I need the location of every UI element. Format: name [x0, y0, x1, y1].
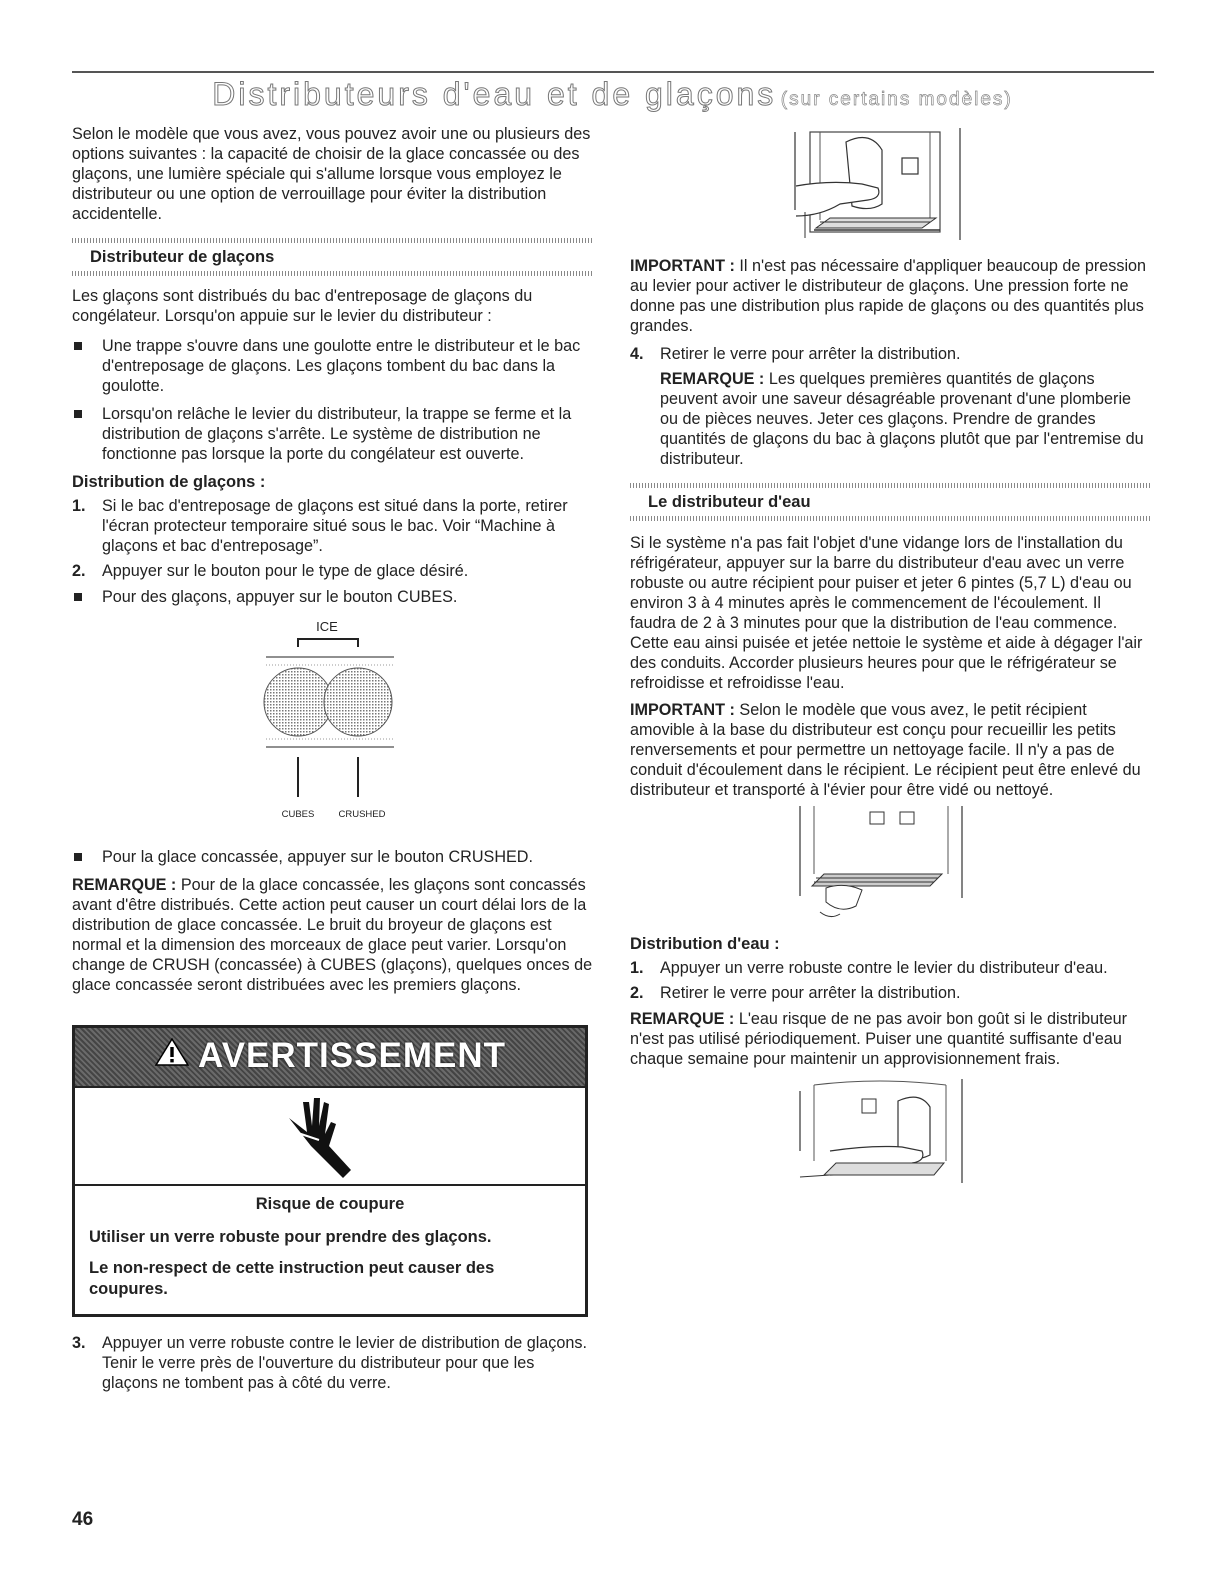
important-text: Il n'est pas nécessaire d'appliquer beaucoup de pression au levier pour activer le distributeur de glaçons. Une pression forte ne donne pas une distribution plus rapide de glaçons ou des quantités plus grandes. — [630, 257, 1147, 335]
important-text: Selon le modèle que vous avez, le petit récipient amovible à la base du distributeur est conçu pour recueillir les petits renversements et pour permettre un nettoyage facile. Il n'y a pas de conduit d'écoulement dans le récipient. Le récipient peut être enlevé du distributeur et transporté à l'évier pour être vidé ou nettoyé. — [630, 701, 1141, 799]
cubes-bullet-list — [72, 587, 594, 607]
ice-dispenser-heading: Distributeur de glaçons — [90, 248, 275, 266]
list-item: Pour la glace concassée, appuyer sur le bouton CRUSHED. — [72, 847, 594, 867]
water-tray-illustration — [630, 802, 1150, 928]
list-item — [630, 983, 1150, 1003]
ice-dispense-figure — [630, 120, 1150, 252]
title-sub: (sur certains modèles) — [780, 89, 1013, 110]
list-item — [72, 1333, 594, 1393]
ice-bullets — [72, 336, 594, 464]
warning-title-text: AVERTISSEMENT — [198, 1036, 506, 1075]
divider — [630, 516, 1150, 521]
step-text: Retirer le verre pour arrêter la distribution. — [660, 345, 961, 363]
water-steps — [630, 958, 1150, 1003]
ice-dispensing-heading: Distribution de glaçons : — [72, 473, 266, 491]
ice-steps — [72, 496, 594, 581]
cubes-button-graphic — [264, 668, 332, 736]
water-dispensing-heading: Distribution d'eau : — [630, 935, 780, 953]
step-text: Si le bac d'entreposage de glaçons est situé dans la porte, retirer l'écran protecteur temporaire situé sous le bac. Voir “Machine à glaçons et bac d'entreposage”. — [102, 497, 568, 555]
warning-banner — [75, 1028, 585, 1086]
step-4-list — [630, 344, 1150, 364]
step-text: Appuyer un verre robuste contre le levier de distribution de glaçons. Tenir le verre près de l'ouverture du distributeur pour que les glaçons ne tombent pas à côté du verre. — [102, 1334, 588, 1392]
left-column — [72, 124, 594, 1002]
step-3-list — [72, 1333, 594, 1393]
important-label: IMPORTANT : — [630, 257, 735, 275]
step-number: 2. — [630, 984, 644, 1002]
warning-line-1: Utiliser un verre robuste pour prendre des glaçons. — [89, 1228, 492, 1246]
water-dispenser-heading: Le distributeur d'eau — [648, 493, 811, 511]
cut-hand-icon — [281, 1092, 361, 1182]
water-body: Si le système n'a pas fait l'objet d'une vidange lors de l'installation du réfrigérateur, appuyer sur la barre du distributeur d'eau avec un verre robuste ou autre récipient pour puiser et jeter 6 pintes (5,7 L) d'eau ou environ 3 à 4 minutes après le commencement de l'écoulement. Il faudra de 2 à 3 minutes pour que la distribution de l'eau commence. Cette eau ainsi puisée et jetée nettoie le système et aide à dégager l'air des conduits. Accorder plusieurs heures pour que le réfrigérateur se refroidisse et refroidisse l'eau. — [630, 534, 1143, 692]
warning-title — [75, 1036, 585, 1076]
list-item: Une trappe s'ouvre dans une goulotte entre le distributeur et le bac d'entreposage de glaçons. Les glaçons tombent du bac dans la goulotte. — [72, 336, 594, 396]
step-text: Retirer le verre pour arrêter la distribution. — [660, 984, 961, 1002]
warning-triangle-icon — [154, 1036, 190, 1076]
ice-buttons-illustration — [72, 617, 594, 835]
list-item: Pour des glaçons, appuyer sur le bouton CUBES. — [72, 587, 594, 607]
step-text: Appuyer un verre robuste contre le levier du distributeur d'eau. — [660, 959, 1108, 977]
ice-label: ICE — [316, 619, 338, 634]
note-label: REMARQUE : — [630, 1010, 735, 1028]
crushed-button-graphic — [324, 668, 392, 736]
page-title — [0, 76, 1225, 112]
note-text: L'eau risque de ne pas avoir bon goût si le distributeur n'est pas utilisé périodiquement. Puiser une quantité suffisante d'eau chaque semaine pour maintenir un approvisionnement frais. — [630, 1010, 1128, 1068]
important-1 — [630, 256, 1150, 336]
step-3 — [72, 1333, 594, 1399]
list-item — [630, 958, 1150, 978]
list-item: Lorsqu'on relâche le levier du distributeur, la trappe se ferme et la distribution de glaçons s'arrête. Le système de distribution ne fonctionne pas lorsque la porte du congélateur est ouverte. — [72, 404, 594, 464]
note-text: Les quelques premières quantités de glaçons peuvent avoir une saveur désagréable provenant d'une plomberie ou de pièces neuves. Jeter ces glaçons. Prendre de grandes quantités de glaçons du bac à glaçons plutôt que par l'entremise du distributeur. — [660, 370, 1144, 468]
note-label: REMARQUE : — [72, 876, 177, 894]
first-ice-note — [630, 369, 1150, 469]
ice-body: Les glaçons sont distribués du bac d'entreposage de glaçons du congélateur. Lorsqu'on appuie sur le levier du distributeur : — [72, 287, 533, 325]
crushed-bullet-list — [72, 847, 594, 867]
warning-line-2: Le non-respect de cette instruction peut causer des coupures. — [89, 1259, 495, 1298]
crush-note — [72, 875, 594, 995]
note-text: Pour de la glace concassée, les glaçons sont concassés avant d'être distribués. Cette action peut causer un court délai lors de la distribution de glace concassée. Le bruit du broyeur de glaçons est normal et la dimension des morceaux de glace peut varier. Lorsqu'on change de CRUSH (concassée) à CUBES (glaçons), quelques onces de glace concassée seront distribuées avec les premiers glaçons. — [72, 876, 593, 994]
crushed-label: CRUSHED — [338, 809, 386, 820]
warning-text — [75, 1186, 585, 1318]
water-dispense-illustration — [630, 1071, 1150, 1191]
cubes-label: CUBES — [281, 809, 315, 820]
warning-box — [72, 1025, 588, 1317]
step-number: 1. — [72, 497, 86, 515]
step-text: Appuyer sur le bouton pour le type de glace désiré. — [102, 562, 469, 580]
water-tray-figure — [630, 802, 1150, 928]
warning-icon-area — [75, 1086, 585, 1186]
title-main: Distributeurs d'eau et de glaçons — [212, 76, 777, 112]
important-label: IMPORTANT : — [630, 701, 735, 719]
warning-risk: Risque de coupure — [255, 1195, 405, 1213]
page-number: 46 — [72, 1509, 94, 1530]
list-item — [72, 496, 594, 556]
step-number: 2. — [72, 562, 86, 580]
step-number: 4. — [630, 345, 644, 363]
intro-text: Selon le modèle que vous avez, vous pouvez avoir une ou plusieurs des options suivantes : la capacité de choisir de la glace concassée ou des glaçons, une lumière spéciale qui s'allume lorsque vous employez le distributeur ou une option de verrouillage pour éviter la distribution accidentelle. — [72, 125, 591, 223]
note-label: REMARQUE : — [660, 370, 765, 388]
ice-dispense-illustration — [630, 120, 1150, 252]
list-item — [630, 344, 1150, 364]
step-number: 3. — [72, 1334, 86, 1352]
water-taste-note — [630, 1009, 1150, 1069]
divider — [72, 271, 594, 276]
right-column — [630, 120, 1150, 1191]
list-item — [72, 561, 594, 581]
important-2 — [630, 700, 1150, 800]
top-rule — [72, 71, 1154, 73]
ice-buttons-figure — [72, 617, 594, 835]
step-number: 1. — [630, 959, 644, 977]
water-dispense-figure — [630, 1071, 1150, 1191]
